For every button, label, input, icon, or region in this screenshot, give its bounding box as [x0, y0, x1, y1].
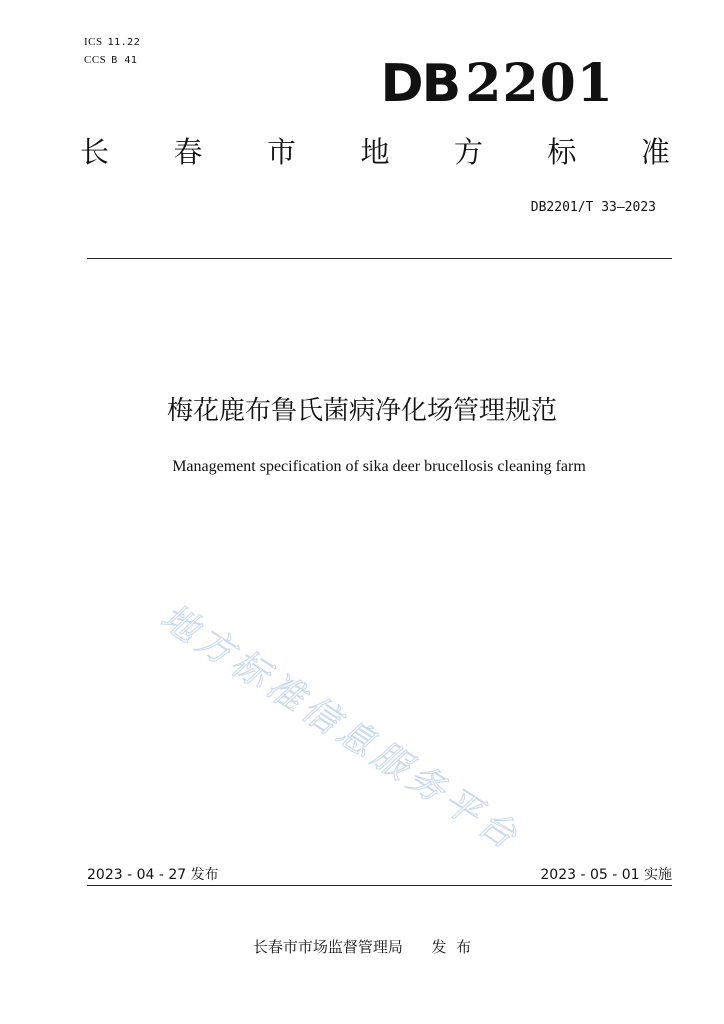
- ccs-value: B 41: [111, 55, 138, 66]
- bottom-divider: [87, 885, 672, 886]
- standard-type-char: 标: [547, 135, 577, 169]
- watermark: 地方标准信息服务平台: [153, 596, 528, 860]
- ics-label: ICS: [84, 36, 103, 48]
- publisher-action: 发 布: [431, 938, 472, 956]
- document-title-en: Management specification of sika deer brucellosis cleaning farm: [172, 458, 586, 475]
- ics-value: 11.22: [107, 37, 141, 48]
- ccs-code: [84, 54, 137, 66]
- db-prefix: DB: [380, 54, 460, 114]
- ccs-label: CCS: [84, 54, 107, 66]
- publisher-line: [0, 936, 724, 957]
- standard-type-char: 地: [360, 135, 390, 169]
- db-code-mark: [380, 53, 614, 114]
- publisher-name: 长春市市场监督管理局: [252, 938, 403, 956]
- top-divider: [87, 258, 672, 259]
- issue-date: 2023 - 04 - 27 发布: [87, 867, 219, 883]
- standard-type-char: 长: [80, 135, 110, 169]
- ics-code: [84, 36, 140, 48]
- standard-type-char: 方: [453, 135, 483, 169]
- standard-number: DB2201/T 33—2023: [530, 200, 656, 215]
- standard-type-title: [80, 135, 670, 169]
- standard-type-char: 市: [266, 135, 296, 169]
- standard-type-char: 准: [640, 135, 670, 169]
- document-title-cn: 梅花鹿布鲁氏菌病净化场管理规范: [166, 396, 557, 426]
- db-code: 2201: [465, 53, 614, 114]
- standard-type-char: 春: [173, 135, 203, 169]
- implementation-date: 2023 - 05 - 01 实施: [540, 867, 672, 883]
